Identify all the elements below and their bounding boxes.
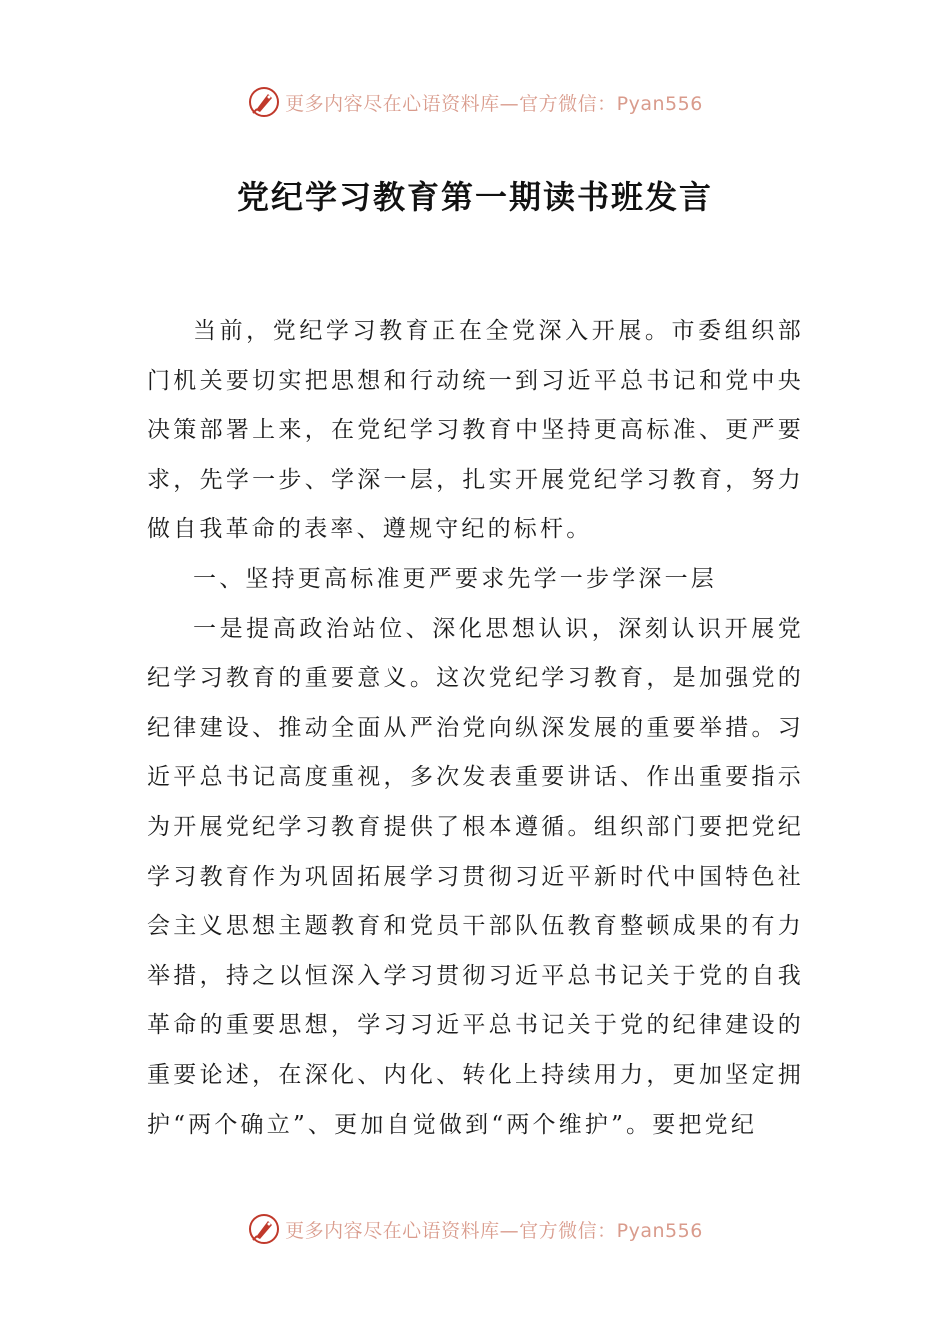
body-paragraph: 一是提高政治站位、深化思想认识，深刻认识开展党纪学习教育的重要意义。这次党纪学习教育，是加强党的纪律建设、推动全面从严治党向纵深发展的重要举措。习近平总书记高度重视，多次发表重要讲话、作出重要指示为开展党纪学习教育提供了根本遵循。组织部门要把党纪学习教育作为巩固拓展学习贯彻习近平新时代中国特色社会主义思想主题教育和党员干部队伍教育整顿成果的有力举措，持之以恒深入学习贯彻习近平总书记关于党的自我革命的重要思想，学习习近平总书记关于党的纪律建设的重要论述，在深化、内化、转化上持续用力，更加坚定拥护“两个确立”、更加自觉做到“两个维护”。要把党纪	[147, 615, 804, 1138]
watermark-text: 更多内容尽在心语资料库—官方微信：Pyan556	[285, 1219, 703, 1242]
pen-nib-logo-icon	[247, 85, 281, 119]
section-heading: 一、坚持更高标准更严要求先学一步学深一层	[193, 565, 717, 592]
pen-nib-logo-icon	[247, 1212, 281, 1246]
header-watermark	[0, 82, 950, 122]
document-title: 党纪学习教育第一期读书班发言	[236, 178, 713, 216]
watermark-text: 更多内容尽在心语资料库—官方微信：Pyan556	[285, 92, 703, 115]
footer-watermark	[0, 1209, 950, 1249]
intro-paragraph: 当前，党纪学习教育正在全党深入开展。市委组织部门机关要切实把思想和行动统一到习近平总书记和党中央决策部署上来，在党纪学习教育中坚持更高标准、更严要求，先学一步、学深一层，扎实开展党纪学习教育，努力做自我革命的表率、遵规守纪的标杆。	[147, 318, 804, 543]
document-body	[147, 307, 804, 1150]
